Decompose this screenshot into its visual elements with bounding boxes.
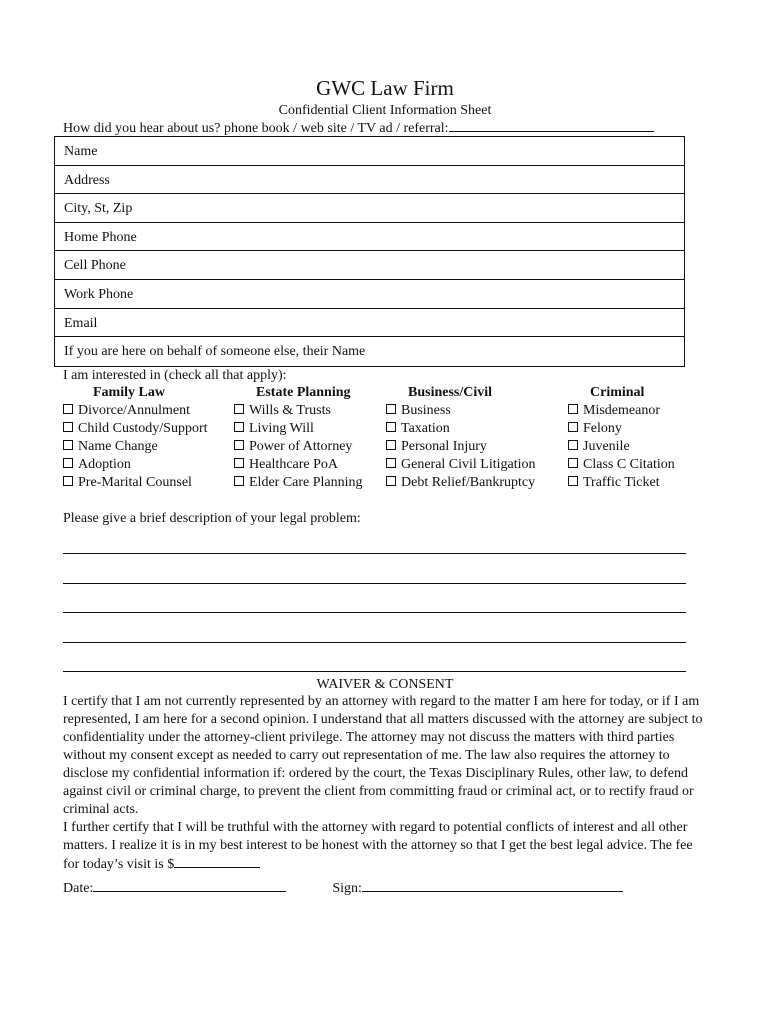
family-law-column bbox=[63, 384, 233, 492]
checkbox-option[interactable] bbox=[568, 474, 718, 492]
signature-input[interactable] bbox=[362, 879, 623, 892]
checkbox-option[interactable] bbox=[234, 402, 384, 420]
description-line[interactable] bbox=[63, 642, 686, 643]
page-title: GWC Law Firm bbox=[316, 76, 454, 100]
checkbox-icon[interactable] bbox=[63, 476, 73, 486]
checkbox-icon[interactable] bbox=[234, 458, 244, 468]
field-label: Name bbox=[64, 144, 98, 159]
option-label: Taxation bbox=[401, 421, 450, 436]
option-label: Healthcare PoA bbox=[249, 457, 339, 472]
checkbox-icon[interactable] bbox=[568, 458, 578, 468]
checkbox-icon[interactable] bbox=[568, 440, 578, 450]
field-label: If you are here on behalf of someone else, their Name bbox=[64, 344, 366, 360]
checkbox-option[interactable] bbox=[234, 420, 384, 438]
option-label: Divorce/Annulment bbox=[78, 403, 190, 418]
checkbox-option[interactable] bbox=[568, 420, 718, 438]
checkbox-option[interactable] bbox=[386, 474, 566, 492]
column-heading: Criminal bbox=[590, 385, 645, 400]
description-line[interactable] bbox=[63, 612, 686, 613]
option-label: Power of Attorney bbox=[249, 439, 353, 454]
option-label: Felony bbox=[583, 421, 622, 436]
fee-statement: I further certify that I will be truthful with the attorney with regard to potential conflicts of interest and all other matters. I realize it is in my best interest to be honest with the attorney so that I get the best legal advice. The fee for today’s visit is $ bbox=[63, 820, 693, 872]
field-label: Work Phone bbox=[64, 286, 134, 302]
checkbox-icon[interactable] bbox=[63, 458, 73, 468]
option-label: Name Change bbox=[78, 439, 158, 454]
date-input[interactable] bbox=[93, 879, 286, 892]
option-label: Misdemeanor bbox=[583, 403, 660, 418]
option-label: Class C Citation bbox=[583, 457, 675, 472]
page-subtitle: Confidential Client Information Sheet bbox=[278, 103, 492, 118]
checkbox-icon[interactable] bbox=[63, 404, 73, 414]
checkbox-option[interactable] bbox=[568, 402, 718, 420]
checkbox-icon[interactable] bbox=[386, 440, 396, 450]
field-label: Cell Phone bbox=[64, 258, 126, 274]
checkbox-icon[interactable] bbox=[568, 422, 578, 432]
checkbox-option[interactable] bbox=[386, 420, 566, 438]
option-label: Adoption bbox=[78, 457, 131, 472]
home-phone-field[interactable] bbox=[55, 223, 684, 252]
checkbox-option[interactable] bbox=[386, 438, 566, 456]
field-label: City, St, Zip bbox=[64, 201, 133, 217]
checkbox-option[interactable] bbox=[63, 420, 233, 438]
description-line[interactable] bbox=[63, 583, 686, 584]
date-label: Date: bbox=[63, 881, 94, 896]
field-label: Email bbox=[64, 315, 98, 331]
city-state-zip-field[interactable] bbox=[55, 194, 684, 223]
checkbox-option[interactable] bbox=[386, 456, 566, 474]
business-civil-column bbox=[386, 384, 566, 492]
interest-prompt: I am interested in (check all that apply): bbox=[63, 368, 287, 383]
referral-input[interactable] bbox=[449, 119, 654, 132]
work-phone-field[interactable] bbox=[55, 280, 684, 309]
checkbox-icon[interactable] bbox=[386, 476, 396, 486]
behalf-name-field[interactable] bbox=[55, 337, 684, 366]
waiver-title: WAIVER & CONSENT bbox=[316, 677, 454, 692]
checkbox-icon[interactable] bbox=[234, 440, 244, 450]
field-label: Address bbox=[64, 172, 110, 188]
column-heading: Business/Civil bbox=[408, 385, 493, 400]
waiver-text bbox=[63, 693, 711, 874]
checkbox-icon[interactable] bbox=[63, 440, 73, 450]
fee-input[interactable] bbox=[174, 855, 260, 868]
referral-question-label: How did you hear about us? phone book / web site / TV ad / referral: bbox=[63, 121, 449, 136]
option-label: Debt Relief/Bankruptcy bbox=[401, 475, 536, 490]
address-field[interactable] bbox=[55, 166, 684, 195]
option-label: General Civil Litigation bbox=[401, 457, 536, 472]
option-label: Wills & Trusts bbox=[249, 403, 331, 418]
checkbox-icon[interactable] bbox=[234, 422, 244, 432]
checkbox-icon[interactable] bbox=[234, 404, 244, 414]
checkbox-icon[interactable] bbox=[234, 476, 244, 486]
description-line[interactable] bbox=[63, 553, 686, 554]
option-label: Child Custody/Support bbox=[78, 421, 208, 436]
checkbox-icon[interactable] bbox=[386, 458, 396, 468]
sign-label: Sign: bbox=[332, 881, 362, 896]
waiver-paragraph bbox=[63, 819, 711, 874]
checkbox-option[interactable] bbox=[234, 456, 384, 474]
checkbox-icon[interactable] bbox=[63, 422, 73, 432]
checkbox-option[interactable] bbox=[63, 474, 233, 492]
option-label: Pre-Marital Counsel bbox=[78, 475, 192, 490]
field-label: Home Phone bbox=[64, 229, 137, 245]
checkbox-option[interactable] bbox=[568, 456, 718, 474]
email-field[interactable] bbox=[55, 309, 684, 338]
option-label: Elder Care Planning bbox=[249, 475, 363, 490]
column-heading: Family Law bbox=[93, 385, 165, 400]
checkbox-option[interactable] bbox=[234, 438, 384, 456]
option-label: Juvenile bbox=[583, 439, 630, 454]
estate-planning-column bbox=[234, 384, 384, 492]
description-line[interactable] bbox=[63, 671, 686, 672]
description-prompt: Please give a brief description of your legal problem: bbox=[63, 511, 361, 526]
checkbox-option[interactable] bbox=[63, 456, 233, 474]
criminal-column bbox=[568, 384, 718, 492]
option-label: Traffic Ticket bbox=[583, 475, 660, 490]
name-field[interactable] bbox=[55, 137, 684, 166]
client-info-table bbox=[54, 136, 685, 367]
checkbox-option[interactable] bbox=[234, 474, 384, 492]
cell-phone-field[interactable] bbox=[55, 251, 684, 280]
checkbox-option[interactable] bbox=[63, 402, 233, 420]
column-heading: Estate Planning bbox=[256, 385, 351, 400]
checkbox-option[interactable] bbox=[386, 402, 566, 420]
checkbox-icon[interactable] bbox=[568, 476, 578, 486]
checkbox-option[interactable] bbox=[63, 438, 233, 456]
option-label: Personal Injury bbox=[401, 439, 487, 454]
option-label: Business bbox=[401, 403, 451, 418]
option-label: Living Will bbox=[249, 421, 314, 436]
checkbox-icon[interactable] bbox=[568, 404, 578, 414]
signature-row bbox=[63, 879, 623, 899]
checkbox-icon[interactable] bbox=[386, 422, 396, 432]
waiver-paragraph: I certify that I am not currently represented by an attorney with regard to the matter I am here for today, or if I am represented, I am here for a second opinion. I understand that all matters discussed with the attorney are subject to confidentiality under the attorney-client privilege. The attorney may not discuss the matters with third parties without my consent except as needed to carry out representation of me. The law also requires the attorney to disclose my confidential information if: ordered by the court, the Texas Disciplinary Rules, other law, to defend against civil or criminal charge, to prevent the client from committing fraud or criminal act, or to rectify fraud or criminal acts. bbox=[63, 694, 703, 817]
checkbox-icon[interactable] bbox=[386, 404, 396, 414]
checkbox-option[interactable] bbox=[568, 438, 718, 456]
